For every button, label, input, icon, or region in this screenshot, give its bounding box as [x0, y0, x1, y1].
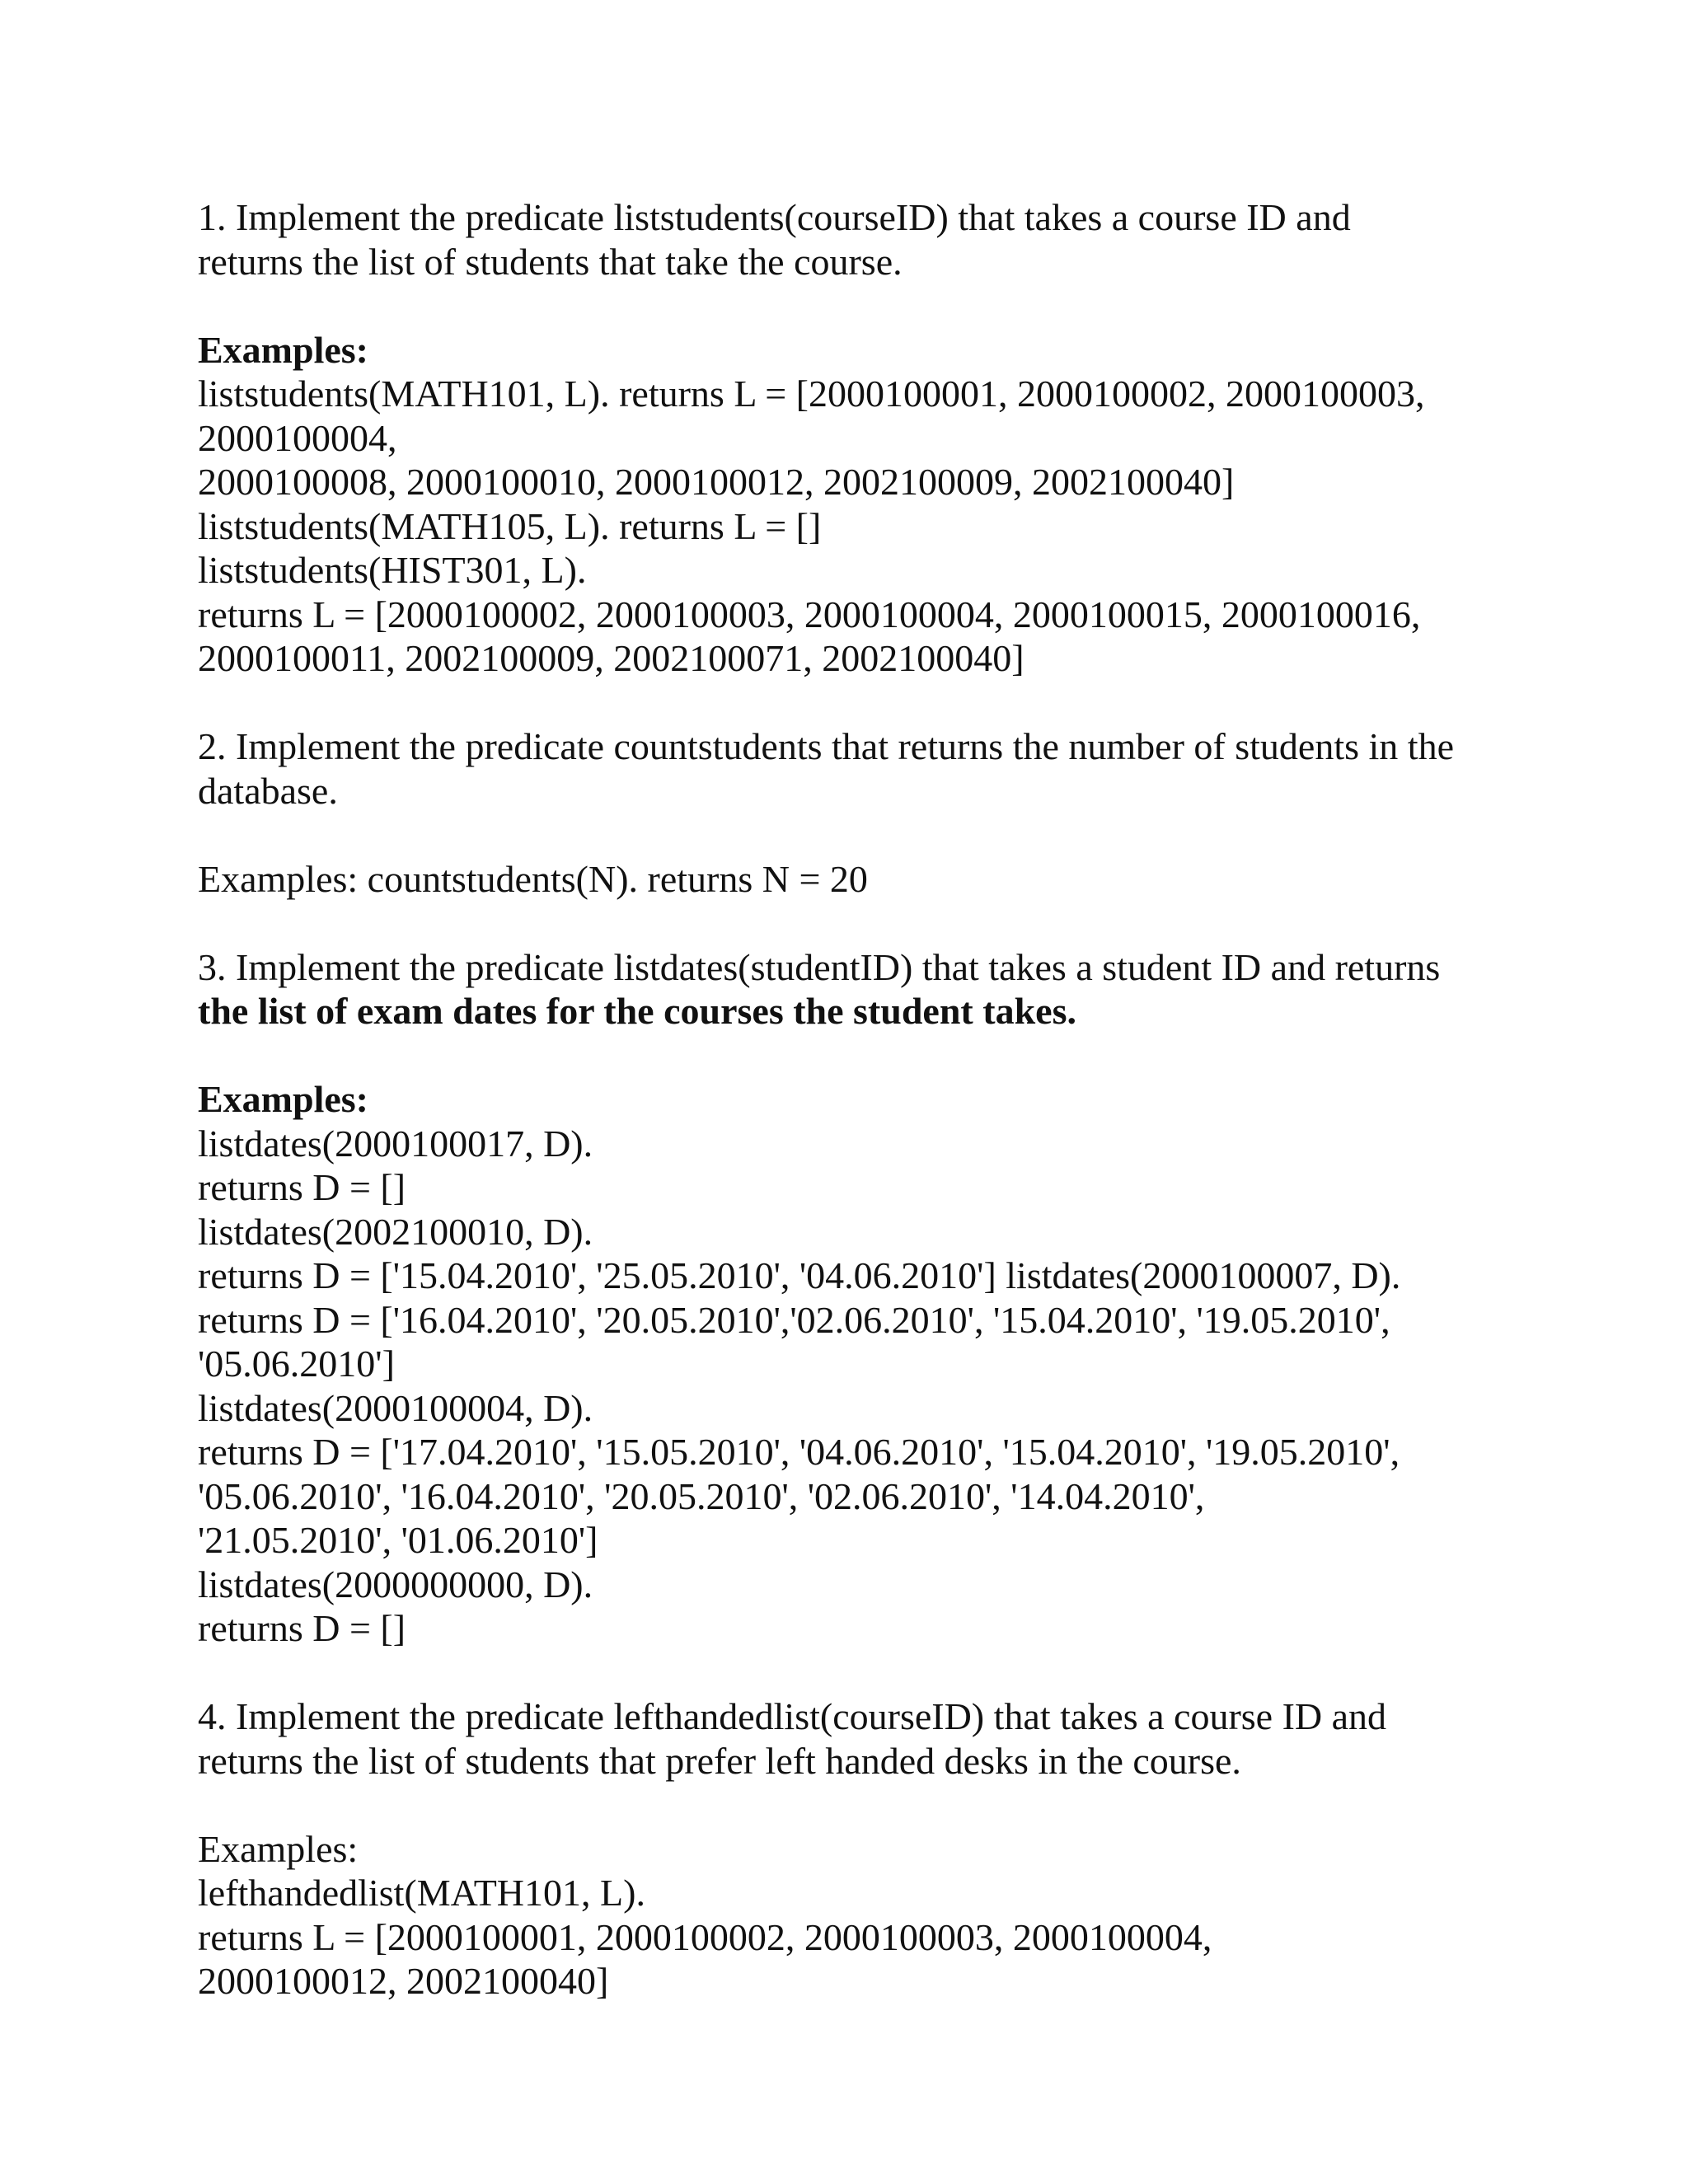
blank-line	[198, 1651, 1550, 1695]
blank-line	[198, 813, 1550, 857]
text-line: 2000100004,	[198, 416, 397, 459]
text-line: 2000100008, 2000100010, 2000100012, 2002100009, 2002100040]	[198, 461, 1235, 503]
text-line: 2000100012, 2002100040]	[198, 1960, 609, 2002]
document-page	[198, 195, 1550, 2004]
text-line: '05.06.2010']	[198, 1343, 395, 1385]
text-line: the list of exam dates for the courses the student takes.	[198, 990, 1076, 1032]
text-line: 2000100011, 2002100009, 2002100071, 2002100040]	[198, 637, 1025, 679]
text-line: listdates(2000100004, D).	[198, 1386, 593, 1429]
text-line: returns D = []	[198, 1166, 406, 1208]
text-line: returns D = []	[198, 1607, 406, 1649]
text-line: returns L = [2000100002, 2000100003, 2000100004, 2000100015, 2000100016,	[198, 593, 1421, 635]
blank-line	[198, 901, 1550, 945]
text-line: returns D = ['15.04.2010', '25.05.2010', '04.06.2010'] listdates(2000100007, D).	[198, 1254, 1401, 1296]
blank-line	[198, 284, 1550, 328]
text-line: Examples:	[198, 1078, 368, 1120]
blank-line	[198, 1033, 1550, 1078]
text-line: 2. Implement the predicate countstudents that returns the number of students in the	[198, 725, 1454, 767]
text-line: database.	[198, 769, 338, 812]
text-line: Examples: countstudents(N). returns N = 20	[198, 857, 868, 900]
text-line: 4. Implement the predicate lefthandedlist(courseID) that takes a course ID and	[198, 1695, 1387, 1737]
text-line: '05.06.2010', '16.04.2010', '20.05.2010', '02.06.2010', '14.04.2010',	[198, 1474, 1205, 1517]
text-line: returns the list of students that prefer left handed desks in the course.	[198, 1739, 1241, 1782]
text-line: 1. Implement the predicate liststudents(courseID) that takes a course ID and	[198, 196, 1351, 238]
text-line: lefthandedlist(MATH101, L).	[198, 1872, 645, 1914]
text-line: returns L = [2000100001, 2000100002, 2000100003, 2000100004,	[198, 1915, 1212, 1958]
text-line: Examples:	[198, 1827, 359, 1870]
text-line: returns D = ['16.04.2010', '20.05.2010','02.06.2010', '15.04.2010', '19.05.2010',	[198, 1298, 1390, 1341]
text-line: 3. Implement the predicate listdates(studentID) that takes a student ID and returns	[198, 945, 1441, 988]
text-line: returns D = ['17.04.2010', '15.05.2010', '04.06.2010', '15.04.2010', '19.05.2010',	[198, 1431, 1400, 1473]
text-line: liststudents(MATH105, L). returns L = []	[198, 504, 822, 547]
text-line: listdates(2000100017, D).	[198, 1122, 593, 1165]
blank-line	[198, 681, 1550, 725]
text-line: liststudents(HIST301, L).	[198, 549, 587, 591]
text-line: liststudents(MATH101, L). returns L = [2000100001, 2000100002, 2000100003,	[198, 373, 1425, 415]
text-line: returns the list of students that take the course.	[198, 240, 903, 283]
text-line: listdates(2002100010, D).	[198, 1210, 593, 1253]
text-line: listdates(2000000000, D).	[198, 1563, 593, 1605]
text-line: '21.05.2010', '01.06.2010']	[198, 1519, 598, 1561]
blank-line	[198, 1783, 1550, 1827]
text-line: Examples:	[198, 328, 368, 371]
